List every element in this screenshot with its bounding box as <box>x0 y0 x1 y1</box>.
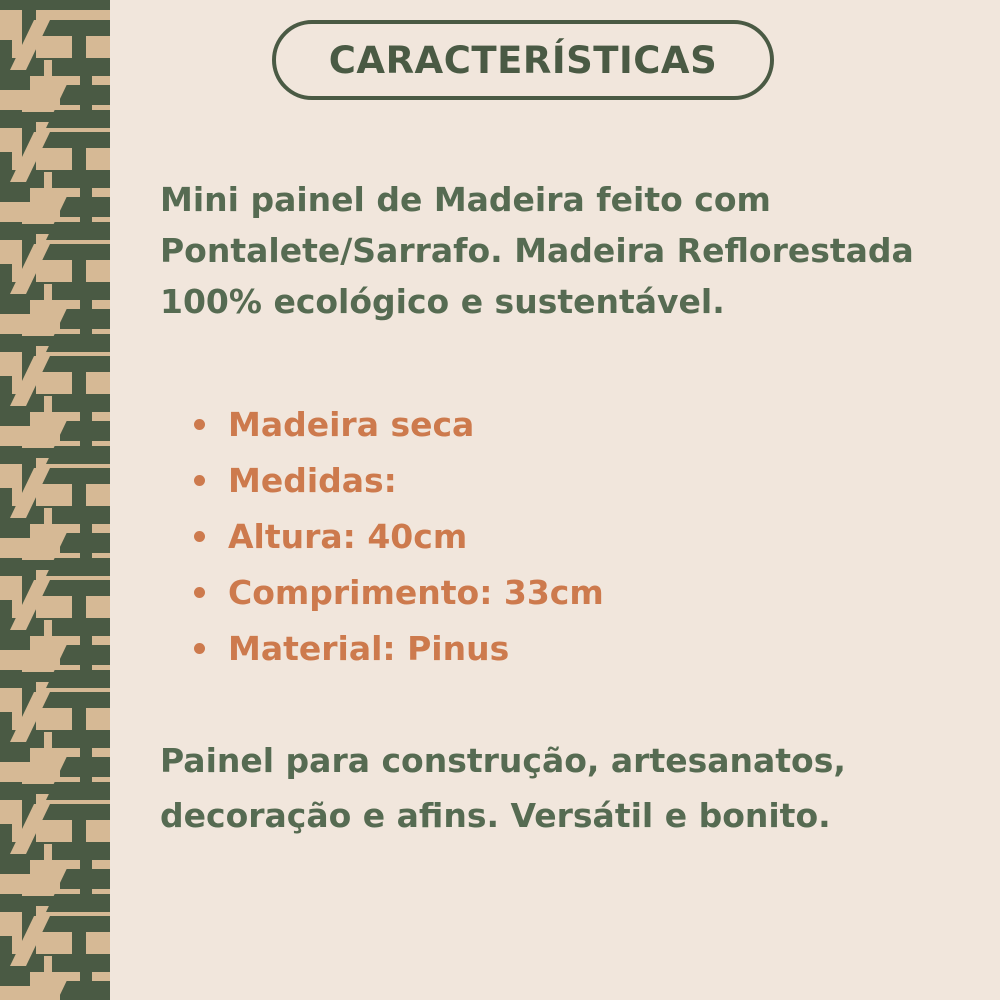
feature-label: Madeira seca <box>228 405 475 444</box>
feature-label: Material: Pinus <box>228 629 510 668</box>
outro-paragraph: Painel para construção, artesanatos, decoração e afins. Versátil e bonito. <box>160 741 846 835</box>
bullet-icon <box>194 475 205 486</box>
bullet-icon <box>194 587 205 598</box>
feature-label: Medidas: <box>228 461 397 500</box>
page-title: CARACTERÍSTICAS <box>328 38 718 82</box>
feature-label: Altura: 40cm <box>228 517 468 556</box>
feature-item-length <box>192 565 952 621</box>
intro-paragraph: Mini painel de Madeira feito com Pontalete/Sarrafo. Madeira Reflorestada 100% ecológico e sustentável. <box>160 180 914 321</box>
decorative-wood-pattern-strip <box>0 0 110 1000</box>
feature-item-dry-wood <box>192 397 952 453</box>
feature-item-measurements <box>192 453 952 509</box>
title-badge <box>272 20 774 100</box>
feature-item-material <box>192 621 952 677</box>
feature-label: Comprimento: 33cm <box>228 573 604 612</box>
bullet-icon <box>194 419 205 430</box>
bullet-icon <box>194 531 205 542</box>
bullet-icon <box>194 643 205 654</box>
features-list <box>192 397 952 677</box>
wood-pattern-graphic <box>0 0 110 1000</box>
feature-item-height <box>192 509 952 565</box>
